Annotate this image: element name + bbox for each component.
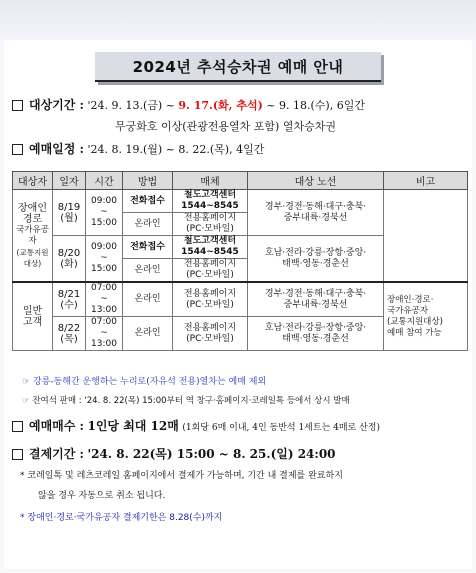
route-text: 태백·영동·경춘선 bbox=[282, 333, 349, 344]
payment-note-a bbox=[20, 468, 343, 481]
notice-title: 2024년 추석승차권 예매 안내 bbox=[132, 57, 344, 76]
media-text: 전용홈페이지 bbox=[183, 322, 237, 333]
media-text: (PC·모바일) bbox=[186, 299, 234, 310]
header-route: 대상 노선 bbox=[248, 172, 384, 190]
checkbox-icon bbox=[12, 449, 23, 460]
period-start: '24. 9. 13.(금) ~ bbox=[87, 99, 179, 112]
header-band bbox=[0, 0, 476, 40]
period-holiday: 9. 17.(화, 추석) bbox=[178, 99, 263, 112]
method-cell: 온라인 bbox=[123, 282, 173, 317]
time-cell bbox=[86, 190, 123, 236]
period-line bbox=[12, 96, 365, 113]
booking-label: 예매일정 : bbox=[29, 142, 84, 156]
media-text: (PC·모바일) bbox=[186, 270, 234, 280]
header-target: 대상자 bbox=[13, 172, 53, 190]
media-cell bbox=[173, 259, 248, 283]
quantity-label: 예매매수 : bbox=[29, 419, 84, 433]
checkbox-icon bbox=[12, 421, 23, 432]
route-text: 호남·전라·강릉·장항·중앙· bbox=[264, 322, 367, 333]
time-text: ~ bbox=[100, 294, 108, 304]
date-cell bbox=[53, 282, 86, 317]
schedule-table bbox=[12, 171, 468, 351]
payment-note-text: 장애인·경로·국가유공자 결제기한은 8.28(수)까지 bbox=[27, 513, 223, 523]
star-icon: * bbox=[20, 513, 25, 523]
route-text: 경부·경전·동해·대구·충북· bbox=[264, 288, 367, 299]
notice-title-box bbox=[95, 52, 381, 82]
route-cell bbox=[248, 236, 384, 283]
media-cell bbox=[173, 236, 248, 259]
route-cell bbox=[248, 282, 384, 317]
media-text: (PC·모바일) bbox=[186, 333, 234, 344]
remark-cell bbox=[384, 282, 468, 351]
date-text: 8/21 bbox=[57, 288, 81, 300]
booking-dates: '24. 8. 19.(월) ~ 8. 22.(목), 4일간 bbox=[87, 143, 265, 156]
media-text: 철도고객센터 bbox=[183, 236, 237, 246]
header-method: 방법 bbox=[123, 172, 173, 190]
payment-dates: '24. 8. 22(목) 15:00 ~ 8. 25.(일) 24:00 bbox=[87, 447, 336, 461]
date-cell bbox=[53, 236, 86, 283]
payment-line bbox=[12, 445, 336, 462]
media-text: 전용홈페이지 bbox=[183, 259, 237, 269]
note-nuriro bbox=[22, 374, 266, 387]
remark-text: (교통지원대상) bbox=[387, 316, 443, 327]
method-cell: 온라인 bbox=[123, 259, 173, 283]
pointing-hand-icon: ☞ bbox=[22, 377, 31, 387]
time-text: 13:00 bbox=[91, 305, 117, 315]
target-text: (교통지원대상) bbox=[16, 247, 49, 268]
time-text: 07:00 bbox=[91, 283, 117, 293]
payment-note-b: 않을 경우 자동으로 취소 됩니다. bbox=[38, 491, 166, 501]
media-text: 전용홈페이지 bbox=[183, 213, 237, 223]
quantity-detail: (1회당 6매 이내, 4인 동반석 1세트는 4매로 산정) bbox=[182, 423, 381, 433]
route-text: 중부내륙·경북선 bbox=[283, 212, 348, 223]
date-text: 8/22 bbox=[57, 322, 81, 334]
booking-line bbox=[12, 140, 264, 157]
quantity-line bbox=[12, 417, 380, 434]
time-text: ~ bbox=[100, 207, 108, 217]
date-text: 8/20 bbox=[57, 247, 81, 259]
media-text: 전용홈페이지 bbox=[183, 288, 237, 299]
target-text: 국가유공자 bbox=[16, 224, 49, 246]
remark-text: 국가유공자 bbox=[387, 305, 429, 316]
note-text: 강릉-동해간 운행하는 누리로(자유석 전용)열차는 예매 제외 bbox=[32, 377, 267, 387]
time-text: 15:00 bbox=[91, 264, 117, 274]
phone-number: 1544~8545 bbox=[181, 201, 239, 211]
route-cell bbox=[248, 190, 384, 236]
method-cell: 전화접수 bbox=[123, 236, 173, 259]
checkbox-icon bbox=[12, 100, 23, 111]
time-cell bbox=[86, 317, 123, 351]
method-cell: 전화접수 bbox=[123, 190, 173, 213]
remark-text: 장애인·경로· bbox=[387, 294, 434, 305]
media-cell bbox=[173, 213, 248, 236]
date-cell bbox=[53, 190, 86, 236]
route-text: 호남·전라·강릉·장항·중앙· bbox=[264, 247, 367, 258]
method-cell: 온라인 bbox=[123, 213, 173, 236]
header-time: 시간 bbox=[86, 172, 123, 190]
day-text: (수) bbox=[60, 299, 78, 311]
time-cell bbox=[86, 236, 123, 283]
time-text: 09:00 bbox=[91, 242, 117, 252]
table-row bbox=[13, 190, 468, 213]
header-media: 매체 bbox=[173, 172, 248, 190]
date-text: 8/19 bbox=[57, 201, 81, 213]
time-text: 15:00 bbox=[91, 218, 117, 228]
note-text: 잔여석 판매 : '24. 8. 22(목) 15:00부터 역 창구·홈페이지·코레일톡 등에서 상시 발매 bbox=[32, 396, 350, 406]
period-end: ~ 9. 18.(수), 6일간 bbox=[262, 99, 365, 112]
time-cell bbox=[86, 282, 123, 317]
phone-number: 1544~8545 bbox=[181, 247, 239, 257]
target-text: 경로 bbox=[22, 213, 43, 225]
route-text: 경부·경전·동해·대구·충북· bbox=[264, 201, 367, 212]
target-text: 장애인 bbox=[18, 202, 47, 214]
route-text: 중부내륙·경북선 bbox=[283, 299, 348, 310]
time-text: 07:00 bbox=[91, 317, 117, 327]
media-cell bbox=[173, 317, 248, 351]
time-text: ~ bbox=[100, 253, 108, 263]
payment-note-text: 코레일톡 및 레츠코레일 홈페이지에서 결제가 가능하며, 기간 내 결제를 완료하지 bbox=[27, 471, 343, 481]
remark-cell-empty bbox=[384, 190, 468, 283]
star-icon: * bbox=[20, 471, 25, 481]
remark-text: 예매 참여 가능 bbox=[387, 327, 442, 338]
checkbox-icon bbox=[12, 144, 23, 155]
period-label: 대상기간 : bbox=[29, 98, 84, 112]
target-text: 일반 bbox=[22, 305, 43, 317]
header-date: 일자 bbox=[53, 172, 86, 190]
target-cell-general bbox=[13, 282, 53, 351]
day-text: (목) bbox=[60, 333, 78, 345]
media-cell bbox=[173, 282, 248, 317]
media-text: (PC·모바일) bbox=[186, 224, 234, 234]
day-text: (화) bbox=[60, 258, 78, 270]
payment-label: 결제기간 : bbox=[29, 447, 84, 461]
target-cell-priority bbox=[13, 190, 53, 283]
quantity-text: 1인당 최대 12매 bbox=[87, 419, 179, 433]
media-text: 철도고객센터 bbox=[183, 190, 237, 200]
time-text: 09:00 bbox=[91, 196, 117, 206]
table-row bbox=[13, 282, 468, 317]
target-text: 고객 bbox=[22, 316, 43, 328]
method-cell: 온라인 bbox=[123, 317, 173, 351]
time-text: 13:00 bbox=[91, 339, 117, 349]
table-header-row bbox=[13, 172, 468, 190]
route-text: 태백·영동·경춘선 bbox=[282, 258, 349, 269]
payment-note-c bbox=[20, 510, 222, 523]
pointing-hand-icon: ☞ bbox=[22, 396, 30, 406]
route-cell bbox=[248, 317, 384, 351]
time-text: ~ bbox=[100, 328, 108, 338]
media-cell bbox=[173, 190, 248, 213]
note-remaining bbox=[22, 394, 350, 406]
header-remark: 비고 bbox=[384, 172, 468, 190]
day-text: (월) bbox=[60, 212, 78, 224]
period-sub: 무궁화호 이상(관광전용열차 포함) 열차승차권 bbox=[115, 120, 336, 133]
date-cell bbox=[53, 317, 86, 351]
